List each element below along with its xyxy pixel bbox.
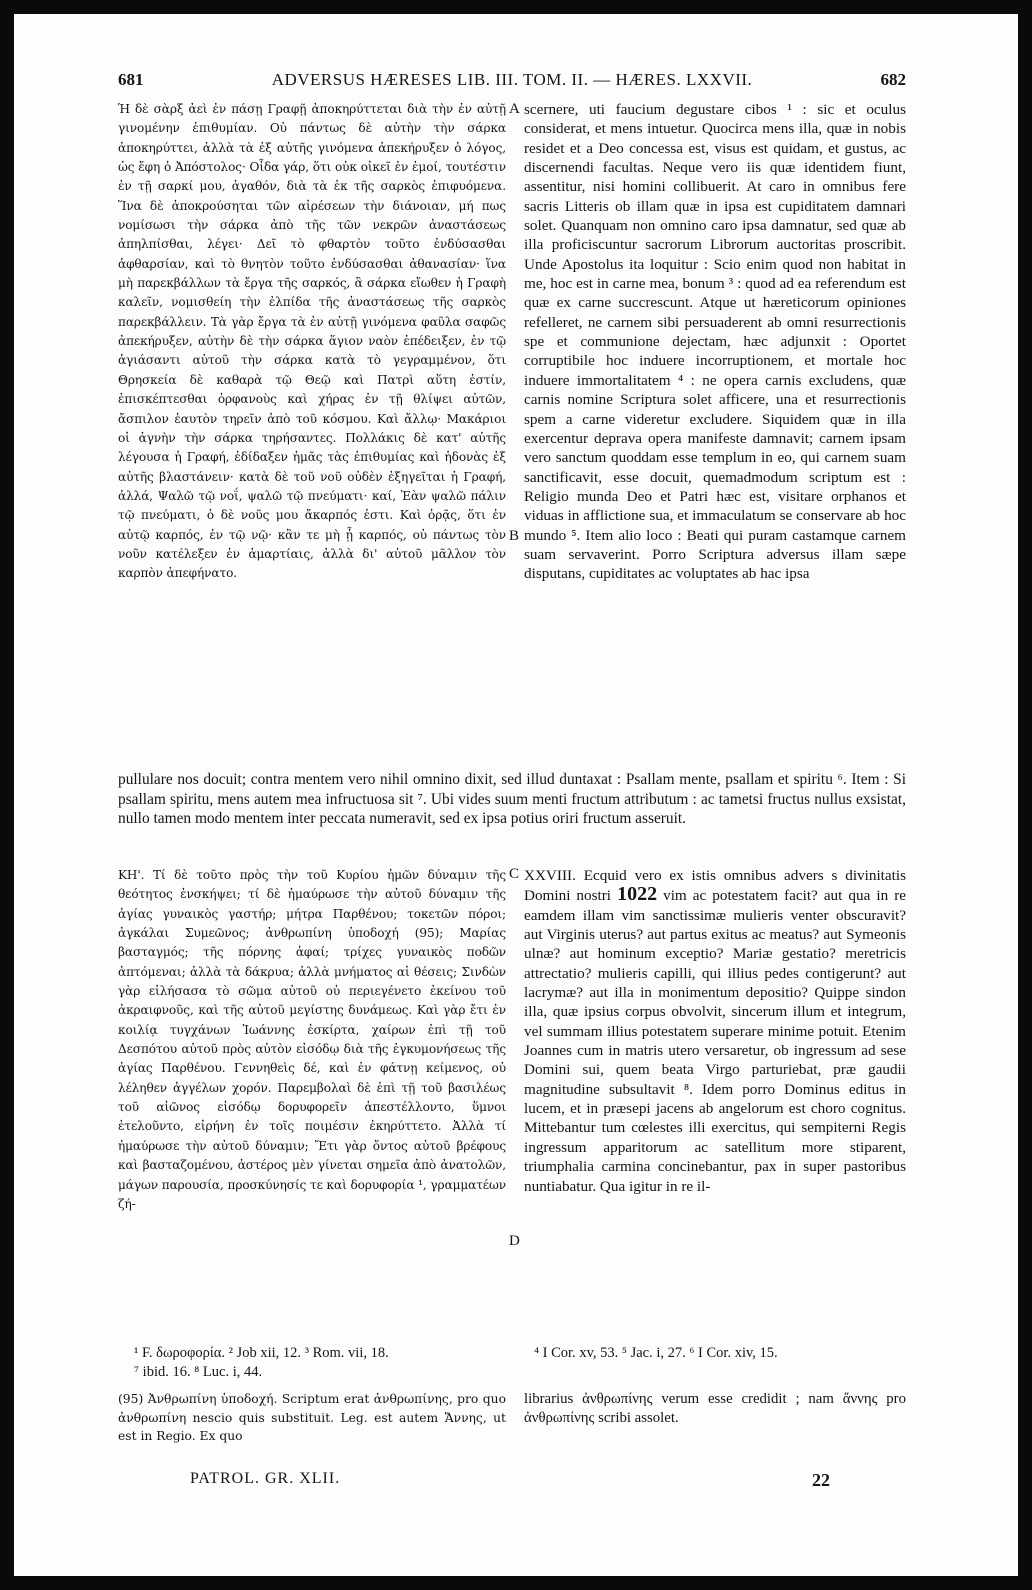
- margin-marker-b: B: [509, 528, 520, 544]
- printer-signature: PATROL. GR. XLII.: [190, 1470, 341, 1487]
- running-header: [118, 70, 906, 94]
- footnote-line-3: ⁴ I Cor. xv, 53. ⁵ Jac. i, 27. ⁶ I Cor. xiv, 15.: [534, 1345, 778, 1361]
- margin-marker-c: C: [509, 866, 520, 882]
- footnote-line-1: ¹ F. δωροφορία. ² Job xii, 12. ³ Rom. vii, 18.: [134, 1345, 389, 1361]
- sheet-number: 22: [812, 1470, 830, 1490]
- editor-note-text-left: (95) Ἀνθρωπίνη ὑποδοχή. Scriptum erat ἀνθρωπίνης, pro quo ἀνθρωπίνη nescio quis substituit. Leg. est autem Ἄννης, ut est in Regio. Ex quo: [118, 1392, 506, 1443]
- margin-marker-d: D: [509, 1233, 520, 1249]
- editor-note-latin: [524, 1390, 906, 1427]
- greek-text-top: Ἡ δὲ σὰρξ ἀεὶ ἐν πάσῃ Γραφῇ ἀποκηρύττεται διὰ τὴν ἐν αὐτῇ γινομένην ἐπιθυμίαν. Οὐ πάντως δὲ αὐτὴν τὴν σάρκα ἀποκηρύττει, ἀλλὰ τὰ ἐξ αὐτῆς γινόμενα ἀπεκήρυξεν ὁ λόγος, ὡς ἔφη ὁ Ἀπόστολος· Οἶδα γάρ, ὅτι οὐκ οἰκεῖ ἐν ἐμοί, τουτέστιν ἐν τῇ σαρκί μου, ἀγαθόν, διὰ τὰ ἐκ τῆς σαρκὸς ἐπιφυόμενα. Ἵνα δὲ ἀποκρούσηται τῶν αἱρέσεων τὴν διάνοιαν, μή πως νομίσωσι τὴν σάρκα ἀπὸ τῆς τῶν νεκρῶν ἀναστάσεως ἀπηλπίσθαι, λέγει· Δεῖ τὸ φθαρτὸν τοῦτο ἐνδύσασθαι ἀφθαρσίαν, καὶ τὸ θνητὸν τοῦτο ἐνδύσασθαι ἀθανασίαν· ἵνα μὴ παρεκβάλλων τὰ ἔργα τῆς σαρκός, ἃ σάρκα εἴωθεν ἡ Γραφὴ καλεῖν, νομισθείη τὴν ἐλπίδα τῆς ἀναστάσεως τῆς σαρκὸς παρεκβάλλειν. Τὰ γὰρ ἔργα τὰ ἐν αὐτῇ γινόμενα φαῦλα σαφῶς ἀπεκήρυξεν, αὐτὴν δὲ τὴν σάρκα ἅγιον ναὸν ἐπέδειξεν, ἐν τῷ ἁγιάσαντι αὐτοῦ τὴν σάρκα κατὰ τὸ γεγραμμένον, ὅτι Θρησκεία δὲ καθαρὰ τῷ Θεῷ καὶ Πατρὶ αὕτη ἐστίν, ἐπισκέπτεσθαι ὀρφανοὺς καὶ χήρας ἐν τῇ θλίψει αὐτῶν, ἄσπιλον ἑαυτὸν τηρεῖν ἀπὸ τοῦ κόσμου. Καὶ ἄλλῳ· Μακάριοι οἱ ἁγνὴν τὴν σάρκα τηρήσαντες. Πολλάκις δὲ κατ' αὐτῆς λέγουσα ἡ Γραφή, ἐδίδαξεν ἡμᾶς τὰς ἐπιθυμίας καὶ ἡδονὰς ἐξ αὐτῆς βλαστάνειν· κατὰ δὲ τοῦ νοῦ οὐδὲν ἐξηγεῖται ἡ Γραφή, ἀλλά, Ψαλῶ τῷ νοΐ, ψαλῶ τῷ πνεύματι· καί, Ἐὰν ψαλῶ πάλιν τῷ πνεύματι, ὁ δὲ νοῦς μου ἄκαρπός ἐστι. Καὶ ὁρᾷς, ὅτι ἐν αὐτῷ καρπός, ἐν τῷ νῷ· κἂν τε μὴ ᾖ καρπός, οὐ πάντως τὸν νοῦν κατέλεξεν ἐν ἁμαρτίαις, ἀλλὰ δι' αὐτοῦ μᾶλλον τὸν καρπὸν ἀπεφήνατο.: [118, 102, 506, 581]
- page-number-right: 682: [880, 70, 906, 89]
- latin-text-top: scernere, uti faucium degustare cibos ¹ : sic et oculus considerat, et mens intuetur. Quocirca mens illa, quæ in nobis residet et a Deo concessa est, visus est quidam, et gustus, ac discernendi facultas. Neque vero iis quæ identidem fiunt, assentitur, nisi homini collibuerit. At caro in omnibus fere sacris Litteris ob illam quæ in ipsa est cupiditatem damnari solet. Quanquam non omnino caro ipsa damnatur, sed quæ ab illa proficiscuntur sacrorum Librorum auctoritas proscribit. Unde Apostolus ita loquitur : Scio enim quod non habitat in me, hoc est in carne mea, bonum ³ : quod ad ea referendum est quæ ex carne succrescunt. Atque ut hæreticorum opiniones refelleret, ne carnem sibi persuaderent ab omni resurrectionis spe et communione dejectam, hæc adjunxit : Oportet corruptibile hoc induere incorruptionem, et mortale hoc induere immortalitatem ⁴ : ne opera carnis excludens, quæ carnis nomine Scriptura solet afficere, una et resurrectionis spem a carne videretur excludere. Siquidem quæ in illa exercentur deprava opera manifeste damnavit; carnem ipsam vero sanctum quoddam esse templum in eo, qui carnem suam sanctificavit, esse docuit, quemadmodum scriptum est : Religio munda Deo et Patri hæc est, visitare orphanos et viduas in afflictione sua, et immaculatum se conservare ab hoc mundo ⁵. Item alio loco : Beati qui puram castamque carnem suam servaverint. Porro Scriptura adversus illam sæpe disputans, cupiditates ac voluptates ab hac ipsa: [524, 101, 906, 583]
- greek-column-top: [118, 100, 506, 584]
- editor-note-text-right: librarius ἀνθρωπίνης verum esse credidit ; nam ἄννης pro ἀνθρωπίνης scribi assolet.: [524, 1391, 906, 1426]
- editor-note-greek: [118, 1390, 506, 1446]
- latin-column-top: [524, 100, 906, 584]
- footnotes-right: [534, 1344, 906, 1363]
- latin-fullwidth-paragraph: [118, 770, 906, 829]
- latin-column-bottom: [524, 866, 906, 1196]
- footnotes-left: [134, 1344, 514, 1382]
- footnote-line-2: ⁷ ibid. 16. ⁸ Luc. i, 44.: [134, 1364, 263, 1380]
- latin-fullwidth-text: pullulare nos docuit; contra mentem vero nihil omnino dixit, sed illud duntaxat : Psallam mente, psallam et spiritu ⁶. Item : Si psallam spiritu, mens autem mea infructuosa sit ⁷. Ubi vides suum menti fructum attributum : ac tametsi fructus nullus exsistat, nullo tamen modo mentem inter peccata numeravit, sed ex ipsa potius oriri fructum asseruit.: [118, 771, 906, 828]
- column-number: 1022: [617, 883, 658, 906]
- greek-column-bottom: [118, 866, 506, 1214]
- greek-text-bottom: ΚΗ'. Τί δὲ τοῦτο πρὸς τὴν τοῦ Κυρίου ἡμῶν δύναμιν τῆς θεότητος ἐνσκήψει; τί δὲ ἠμαύρωσε τὴν αὐτοῦ δύναμιν τῆς ἁγίας γυναικὸς γαστήρ; μήτρα Παρθένου; τοκετῶν πόροι; ἀγκάλαι Συμεῶνος; ἀνθρωπίνη ὑποδοχή (95); Μαρίας βασταγμός; τῆς πόρνης ἁφαί; τρίχες γυναικὸς ποδῶν ἁπτόμεναι; ἀλλὰ τὰ δάκρυα; ἀλλὰ μνήματος αἱ θέσεις; Σινδὼν γὰρ εἰλήσασα τὸ σῶμα αὐτοῦ οὐ περιεγένετο ἐκείνου τοῦ ἀκραιφνοῦς, καὶ τῆς αὐτοῦ μεγίστης δυνάμεως. Καὶ γὰρ ἔτι ἐν κοιλίᾳ τυγχάνων Ἰωάννης ἐσκίρτα, χαίρων ἐπὶ τῇ τοῦ Δεσπότου αὐτοῦ πρὸς αὐτὸν εἰσόδῳ διὰ τῆς ἐγκυμονήσεως τῆς ἁγίας Παρθένου. Γεννηθεὶς δέ, καὶ ἐν φάτνῃ κείμενος, οὐ λέληθεν ἀγγέλων χορόν. Παρεμβολαὶ δὲ ἐπὶ τῇ τοῦ βασιλέως τοῦ αἰῶνος εἰσόδῳ δορυφορεῖν ἀπεστέλλοντο, ὕμνοι ἐτελοῦντο, εἰρήνη ἐν τοῖς ποιμέσιν ἐκηρύττετο. Ἀλλὰ τί ἠμαύρωσε τὴν αὐτοῦ δύναμιν; Ἔτι γὰρ ὄντος αὐτοῦ βρέφους καὶ βασταζομένου, ἀστέρος μὲν γίνεται σημεῖα ἀπὸ ἀνατολῶν, μάγων παρουσία, προσκύνησίς τε καὶ δορυφορία ¹, γραμματέων ζή-: [118, 868, 506, 1211]
- latin-chapter-opening: XXVIII. Ecquid vero ex istis omnibus advers s divinitatis Domini nostri: [524, 867, 906, 905]
- running-title: ADVERSUS HÆRESES LIB. III. TOM. II. — HÆRES. LXXVII.: [271, 70, 753, 89]
- page-number-left: 681: [118, 70, 144, 89]
- latin-text-bottom: vim ac potestatem facit? aut qua in re eamdem illam vim sanctissimæ mulieris venter obscuravit? aut Virginis uterus? aut partus exitus ac meatus? aut Symeonis ulnæ? aut hominum exceptio? Mariæ gestatio? meretricis attrectatio? mulieris capilli, qui illius pedes contigerunt? aut lacrymæ? aut illa in monimentum depositio? Quippe sindon illa, quæ ipsius corpus obvolvit, sincerum illum et integrum, vel summam illius potestatem superare minime potuit. Etenim Joannes cum in matris utero versaretur, ob ingressum ad sese Domini sui, quem beata Virgo parturiebat, præ gaudii magnitudine subsultavit ⁸. Idem porro Dominus editus in lucem, et in præsepi jacens ab angelorum est choro cognitus. Mittebantur tum cœlestes illi exercitus, qui sempiterni Regis ingressum apparitorum ac satellitum more stiparent, triumphalia carmina concinebantur, pax in super pastoribus nuntiabatur. Qua igitur in re il-: [524, 887, 906, 1195]
- margin-marker-a: A: [509, 101, 520, 117]
